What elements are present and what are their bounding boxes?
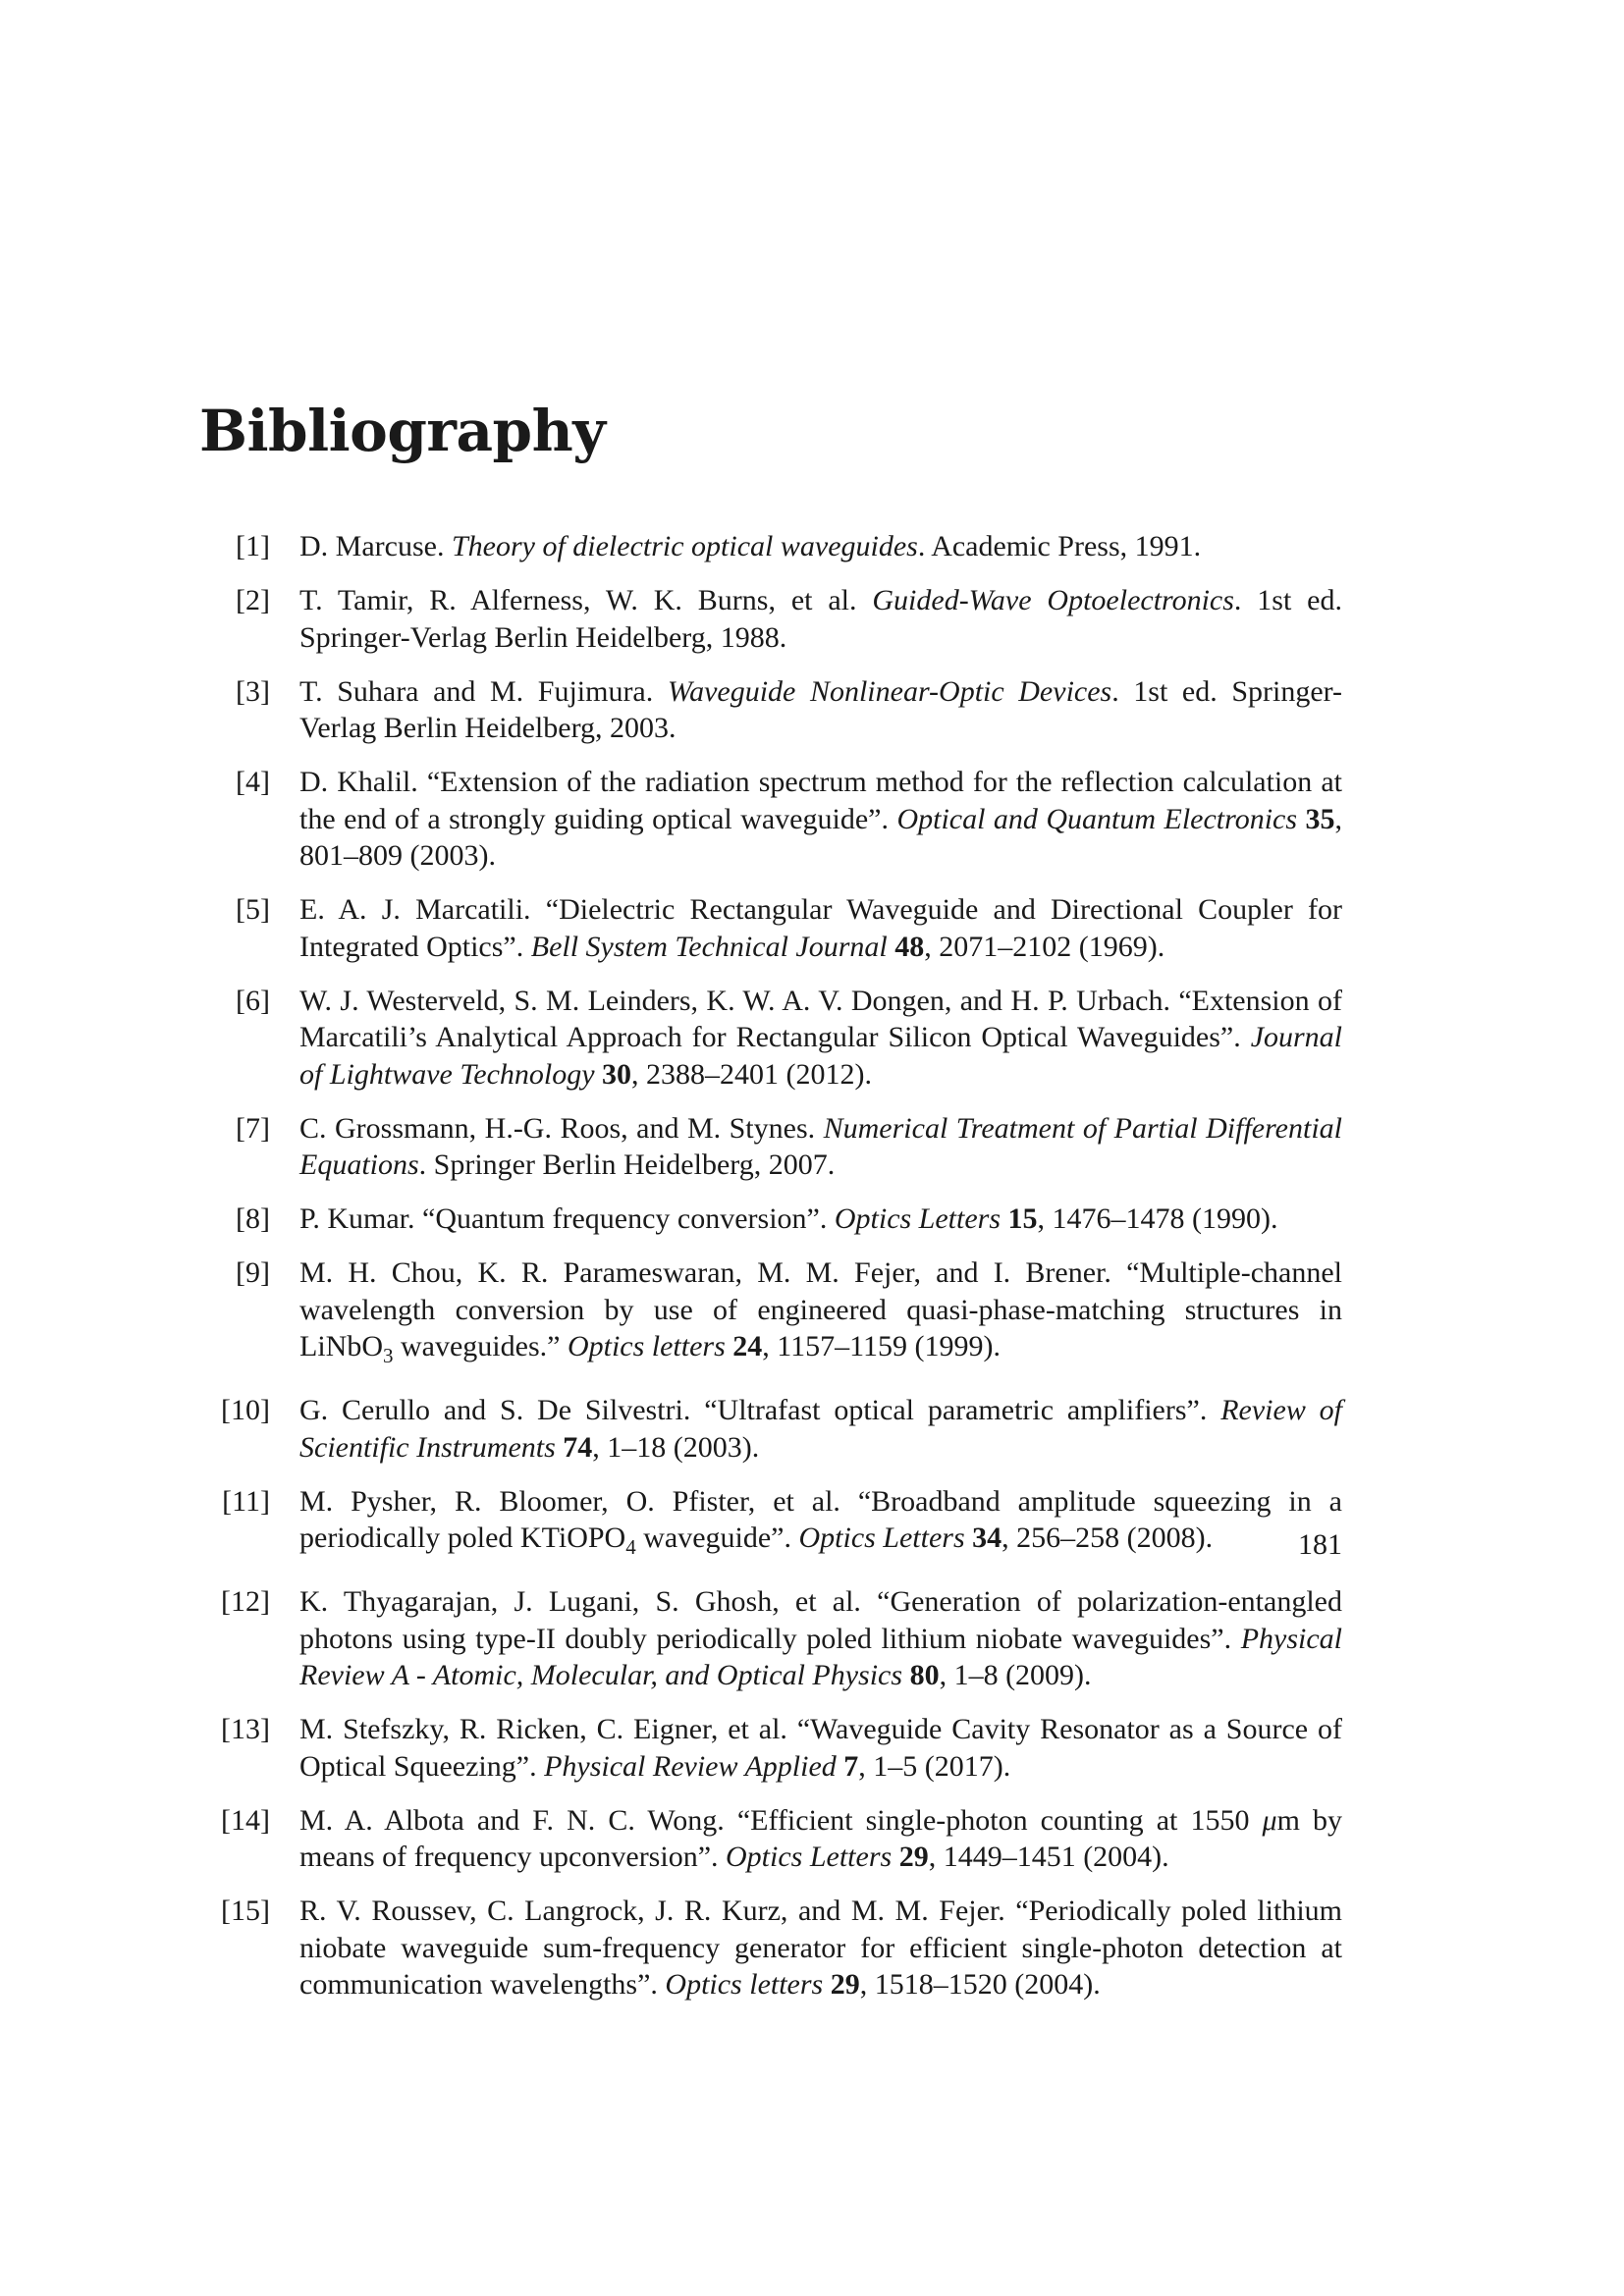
reference-text <box>299 891 1342 965</box>
reference-journal: Physical Review Applied <box>544 1749 837 1783</box>
reference-volume: 74 <box>563 1430 593 1464</box>
reference-text <box>299 764 1342 875</box>
reference-text <box>299 1201 1342 1238</box>
reference-pages: , 1–18 (2003). <box>592 1430 760 1464</box>
reference-entry <box>209 1893 1342 2003</box>
reference-publisher: . Springer Berlin Heidelberg, 2007. <box>418 1148 836 1181</box>
reference-publisher: . Academic Press, 1991. <box>917 530 1202 562</box>
reference-journal: Optics Letters <box>798 1522 965 1554</box>
reference-volume: 15 <box>1007 1202 1038 1235</box>
reference-text <box>299 1110 1342 1184</box>
reference-text <box>299 1255 1342 1375</box>
reference-number: [15] <box>221 1895 270 1927</box>
reference-volume: 80 <box>909 1659 940 1691</box>
reference-entry <box>209 528 1342 565</box>
reference-volume: 34 <box>972 1522 1002 1554</box>
reference-entry <box>209 983 1342 1094</box>
reference-entry <box>209 673 1342 747</box>
micro-symbol: μ <box>1262 1803 1277 1837</box>
chemical-subscript: 4 <box>625 1535 636 1559</box>
reference-pages: , 1–5 (2017). <box>858 1749 1011 1783</box>
reference-text <box>299 673 1342 747</box>
reference-number: [5] <box>236 893 270 926</box>
reference-entry <box>209 1483 1342 1567</box>
reference-title: Waveguide Nonlinear-Optic Devices <box>667 674 1112 708</box>
reference-pages: , 1157–1159 (1999). <box>762 1330 1001 1362</box>
page-title: Bibliography <box>199 398 606 464</box>
chemical-subscript: 3 <box>383 1344 394 1367</box>
reference-number: [13] <box>221 1713 270 1745</box>
reference-number: [6] <box>236 984 270 1017</box>
reference-pages: , 2071–2102 (1969). <box>924 930 1165 963</box>
reference-text <box>299 983 1342 1094</box>
reference-journal: Review of Scientific Instruments <box>299 1394 1343 1464</box>
reference-entry <box>209 1392 1342 1466</box>
reference-text <box>299 528 1342 565</box>
reference-volume: 35 <box>1305 802 1335 835</box>
reference-publisher: . 1st ed. Springer-Verlag Berlin Heidelberg, 2003. <box>299 674 1343 744</box>
reference-journal: Optics Letters <box>834 1202 1001 1235</box>
reference-authors: M. H. Chou, K. R. Parameswaran, M. M. Fejer, and I. Brener. “Multiple-channel wavelength conversion by use of engineered quasi-phase-matching structures in LiNbO <box>299 1256 1342 1362</box>
reference-authors: M. Pysher, R. Bloomer, O. Pfister, et al. “Broadband amplitude squeezing in a periodically poled KTiOPO <box>299 1484 1342 1554</box>
reference-entry <box>209 1201 1342 1238</box>
reference-text <box>299 1711 1342 1785</box>
reference-entry <box>209 1802 1342 1876</box>
reference-publisher: . 1st ed. Springer-Verlag Berlin Heidelberg, 1988. <box>299 584 1342 654</box>
reference-volume: 24 <box>732 1330 763 1362</box>
reference-pages: , 1518–1520 (2004). <box>859 1968 1101 2001</box>
reference-number: [9] <box>236 1256 270 1289</box>
reference-volume: 7 <box>843 1749 859 1783</box>
reference-title: Theory of dielectric optical waveguides <box>451 530 918 562</box>
reference-authors: K. Thyagarajan, J. Lugani, S. Ghosh, et al. “Generation of polarization-entangled photons using type-II doubly periodically poled lithium niobate waveguides”. <box>299 1585 1342 1655</box>
reference-authors: M. Stefszky, R. Ricken, C. Eigner, et al. “Waveguide Cavity Resonator as a Source of Optical Squeezing”. <box>299 1713 1342 1783</box>
reference-text <box>299 1392 1342 1466</box>
reference-pages: , 256–258 (2008). <box>1001 1522 1214 1554</box>
reference-authors: R. V. Roussev, C. Langrock, J. R. Kurz, and M. M. Fejer. “Periodically poled lithium niobate waveguide sum-frequency generator for efficient single-photon detection at communication wavelengths”. <box>299 1895 1342 2001</box>
reference-authors: G. Cerullo and S. De Silvestri. “Ultrafast optical parametric amplifiers”. <box>299 1394 1208 1426</box>
reference-number: [8] <box>236 1202 270 1235</box>
reference-authors: M. A. Albota and F. N. C. Wong. “Efficient single-photon counting at 1550 <box>299 1803 1250 1837</box>
reference-number: [12] <box>221 1585 270 1618</box>
reference-entry <box>209 891 1342 965</box>
reference-number: [7] <box>236 1111 270 1145</box>
reference-journal: Optics Letters <box>726 1841 893 1873</box>
reference-number: [4] <box>236 766 270 798</box>
reference-journal: Optics letters <box>665 1968 824 2001</box>
reference-authors: E. A. J. Marcatili. “Dielectric Rectangular Waveguide and Directional Coupler for Integrated Optics”. <box>299 893 1342 963</box>
reference-number: [10] <box>221 1394 270 1426</box>
reference-authors: D. Marcuse. <box>299 530 445 562</box>
reference-entry <box>209 1255 1342 1375</box>
reference-pages: , 801–809 (2003). <box>299 802 1343 872</box>
reference-volume: 29 <box>898 1841 929 1873</box>
reference-text <box>299 1583 1342 1694</box>
reference-journal: Optics letters <box>567 1330 726 1362</box>
reference-number: [14] <box>221 1803 270 1837</box>
reference-pages: , 1476–1478 (1990). <box>1037 1202 1278 1235</box>
reference-authors: D. Khalil. “Extension of the radiation spectrum method for the reflection calculation at the end of a strongly guiding optical waveguide”. <box>299 766 1342 835</box>
reference-text <box>299 582 1342 656</box>
reference-authors: P. Kumar. “Quantum frequency conversion”. <box>299 1202 828 1235</box>
reference-entry <box>209 1583 1342 1694</box>
reference-authors-continued: waveguides.” <box>393 1330 561 1362</box>
reference-entry <box>209 1711 1342 1785</box>
reference-authors: C. Grossmann, H.-G. Roos, and M. Stynes. <box>299 1111 816 1145</box>
reference-number: [1] <box>236 530 270 562</box>
reference-authors: T. Tamir, R. Alferness, W. K. Burns, et al. <box>299 584 857 616</box>
reference-number: [11] <box>222 1484 270 1518</box>
reference-volume: 48 <box>894 930 925 963</box>
reference-volume: 29 <box>830 1968 860 2001</box>
reference-journal: Journal of Lightwave Technology <box>299 1021 1343 1091</box>
reference-authors-continued: m by means of frequency upconversion”. <box>299 1803 1342 1873</box>
reference-number: [3] <box>236 674 270 708</box>
reference-volume: 30 <box>602 1057 632 1091</box>
reference-number: [2] <box>236 584 270 616</box>
reference-authors-continued: waveguide”. <box>635 1522 791 1554</box>
reference-pages: , 1–8 (2009). <box>939 1659 1092 1691</box>
reference-authors: W. J. Westerveld, S. M. Leinders, K. W. A. V. Dongen, and H. P. Urbach. “Extension of Marcatili’s Analytical Approach for Rectangular Silicon Optical Waveguides”. <box>299 984 1342 1053</box>
reference-text <box>299 1483 1342 1567</box>
bibliography-list <box>209 528 1342 2020</box>
page-number: 181 <box>1298 1528 1342 1561</box>
reference-entry <box>209 764 1342 875</box>
reference-entry <box>209 582 1342 656</box>
reference-text <box>299 1802 1342 1876</box>
reference-journal: Physical Review A - Atomic, Molecular, and Optical Physics <box>299 1622 1343 1691</box>
reference-text <box>299 1893 1342 2003</box>
reference-journal: Optical and Quantum Electronics <box>896 802 1298 835</box>
reference-authors: T. Suhara and M. Fujimura. <box>299 674 654 708</box>
reference-title: Numerical Treatment of Partial Differential Equations <box>299 1111 1343 1181</box>
reference-journal: Bell System Technical Journal <box>530 930 888 963</box>
reference-pages: , 1449–1451 (2004). <box>928 1841 1169 1873</box>
reference-title: Guided-Wave Optoelectronics <box>872 584 1234 616</box>
reference-pages: , 2388–2401 (2012). <box>631 1057 873 1091</box>
reference-entry <box>209 1110 1342 1184</box>
